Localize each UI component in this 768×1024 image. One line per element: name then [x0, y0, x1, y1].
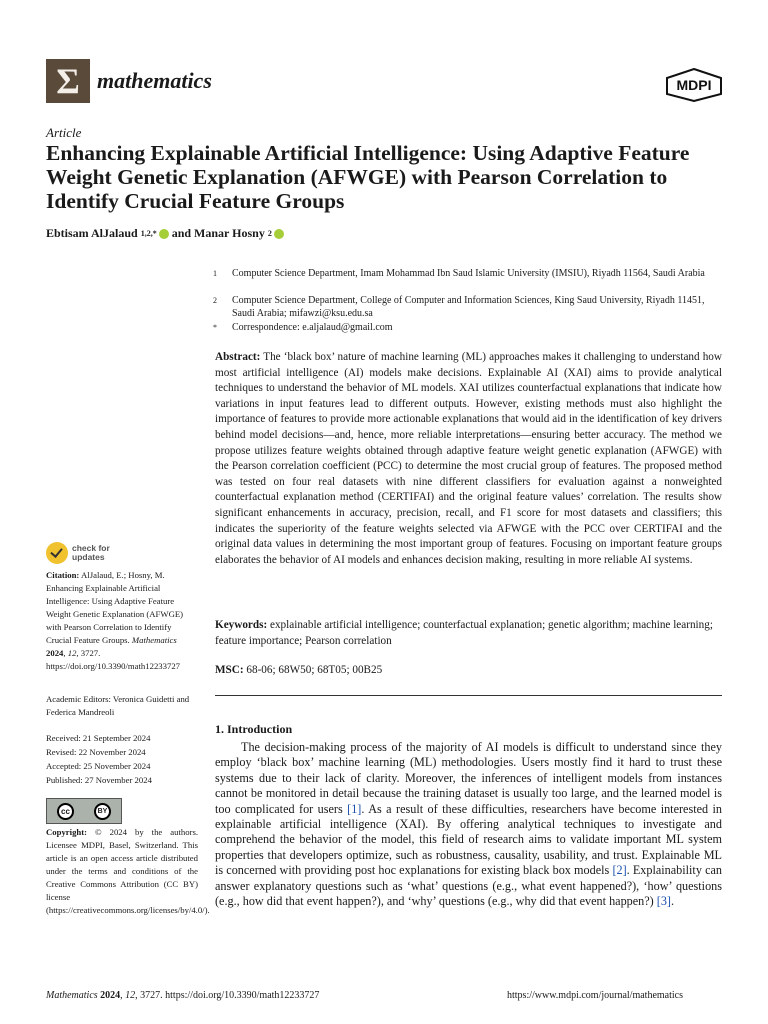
footer-year: 2024 [100, 990, 121, 1001]
publisher-name: MDPI [676, 77, 712, 93]
correspondence-text: Correspondence: e.aljalaud@gmail.com [232, 322, 393, 333]
section-heading: 1. Introduction [215, 722, 293, 736]
msc-label: MSC: [215, 664, 244, 676]
paper-title: Enhancing Explainable Artificial Intelligence: Using Adaptive Feature Weight Genetic Explanation (AFWGE) with Pearson Correlation to Identify Crucial Feature Groups [46, 141, 690, 213]
msc-codes [215, 664, 722, 676]
author-affiliation-sup: 1,2,* [140, 229, 157, 238]
article-type: Article [46, 125, 82, 140]
keywords-label: Keywords: [215, 619, 268, 631]
footer-journal: Mathematics [46, 990, 98, 1001]
footer-journal-url[interactable]: https://www.mdpi.com/journal/mathematics [507, 990, 683, 1001]
intro-paragraph [215, 740, 722, 909]
paragraph-text: . Explainability can answer explanatory questions such as ‘what’ questions (e.g., what event happened?), ‘how’ questions (e.g., how did that event happen?), and ‘why’ questions (e.g., why did that event happen?) [215, 863, 722, 909]
keywords [215, 618, 722, 649]
check-for-updates-button[interactable] [46, 542, 110, 564]
dates-block [46, 731, 198, 787]
orcid-icon[interactable] [159, 229, 169, 239]
correspondence [213, 321, 723, 334]
attribution-icon: BY [94, 803, 111, 820]
author-name[interactable]: and Manar Hosny [171, 226, 265, 240]
check-updates-icon [46, 542, 68, 564]
author-list [46, 226, 287, 241]
citation-block: Citation: AlJalaud, E.; Hosny, M. Enhancing Explainable Artificial Intelligence: Using Adaptive Feature Weight Genetic Explanation (AFWGE) with Pearson Correlation to Identify Crucial Feature Groups. Mathematics 2024, 12, 3727. https://doi.org/10.3390/math12233727 [46, 570, 184, 671]
keywords-text: explainable artificial intelligence; counterfactual explanation; genetic algorithm; machine learning; feature importance; Pearson correlation [215, 619, 713, 647]
footer-doi[interactable]: , 3727. https://doi.org/10.3390/math12233727 [135, 990, 320, 1001]
citation-journal: Mathematics [131, 635, 177, 645]
section-divider [215, 695, 722, 696]
paragraph-text: . As a result of these difficulties, researchers have become interested in explainable artificial intelligence (XAI). By offering analytical techniques to investigate and comprehend the behavior of the model, this field of research aims to validate important ML system properties that developers optimize, such as robustness, causality, usability, and trust. Explainable ML is concerned with providing post hoc explanations for existing black box models [215, 801, 723, 878]
affiliation-number: 1 [213, 269, 217, 278]
orcid-icon[interactable] [274, 229, 284, 239]
citation-link[interactable]: [1] [347, 801, 362, 816]
affiliation [213, 294, 723, 320]
cc-icon: cc [57, 803, 74, 820]
footer-citation: Mathematics 2024, 12, 3727. https://doi.org/10.3390/math12233727 [46, 990, 320, 1001]
citation-label: Citation: [46, 570, 80, 580]
author-name[interactable]: Ebtisam AlJalaud [46, 226, 138, 240]
copyright-label: Copyright: [46, 827, 88, 837]
copyright-block [46, 826, 210, 917]
citation-volume: 12 [67, 648, 77, 658]
affiliation-number: * [213, 323, 217, 332]
msc-text: 68-06; 68W50; 68T05; 00B25 [246, 664, 383, 676]
paragraph-text: The decision-making process of the majority of AI models is difficult to understand since they employ ‘black box’ machine learning (ML) methodologies. Users mostly find it hard to trust these systems due to their lack of clarity. Moreover, the inferences of intelligent models from instances cannot be monitored in detail because the training dataset is usually too large, and the learned model is too complicated for users [215, 740, 722, 816]
sigma-icon: Σ [56, 61, 80, 101]
accepted-date: Accepted: 25 November 2024 [46, 761, 151, 771]
journal-name: mathematics [97, 68, 212, 93]
mdpi-logo-icon [665, 68, 723, 102]
academic-editors: Academic Editors: Veronica Guidetti and Federica Mandreoli [46, 694, 190, 717]
received-date: Received: 21 September 2024 [46, 733, 151, 743]
check-updates-label: check for updates [72, 543, 110, 562]
citation-text: AlJalaud, E.; Hosny, M. Enhancing Explainable Artificial Intelligence: Using Adaptive Feature Weight Genetic Explanation (AFWGE) with Pearson Correlation to Identify Crucial Feature Groups. [46, 570, 184, 645]
citation-year: 2024 [46, 648, 64, 658]
citation-doi[interactable]: , 3727. https://doi.org/10.3390/math12233727 [46, 648, 181, 671]
abstract [215, 350, 722, 568]
copyright-text: © 2024 by the authors. Licensee MDPI, Basel, Switzerland. This article is an open access article distributed under the terms and conditions of the Creative Commons Attribution (CC BY) license (https://creativecommons.org/licenses/by/4.0/). [46, 827, 210, 915]
citation-link[interactable]: [2] [612, 863, 627, 878]
paragraph-text: . [671, 894, 675, 909]
affiliation-text: Computer Science Department, College of Computer and Information Sciences, King Saud University, Riyadh 11451, Saudi Arabia; mifawzi@ksu.edu.sa [232, 295, 705, 319]
cc-by-license-badge[interactable] [46, 798, 122, 824]
journal-logo [46, 59, 90, 103]
revised-date: Revised: 22 November 2024 [46, 747, 146, 757]
abstract-text: The ‘black box’ nature of machine learning (ML) approaches makes it challenging to understand how most artificial intelligence (AI) models make decisions. Explainable AI (XAI) aims to provide analytical techniques to understand the behavior of ML models. XAI utilizes counterfactual explanations that indicate how variations in input features lead to different outputs. However, existing methods must also highlight the importance of features to provide more actionable explanations that would aid in the identification of key drivers behind model decisions—and, hence, more reliable interpretations—ensuring better accuracy. The method we propose utilizes feature weights obtained through adaptive feature weight genetic explanation (AFWGE) with the Pearson correlation coefficient (PCC) to determine the most crucial group of features. The proposed method was tested on four real datasets with nine different classifiers for evaluation against a nonweighted counterfactual explanation method (CERTIFAI) and the original feature values’ correlation. The results show significant enhancements in accuracy, precision, recall, and F1 score for most datasets and classifiers; this indicates the superiority of the feature weights selected via AFWGE with the PCC over CERTIFAI and the original data values in determining the most important group of features. Focusing on important feature groups elaborates the behavior of AI models and enhances decision making, resulting in more reliable AI systems. [215, 351, 722, 566]
citation-link[interactable]: [3] [656, 894, 671, 909]
affiliation [213, 267, 723, 280]
abstract-label: Abstract: [215, 351, 261, 363]
affiliation-text: Computer Science Department, Imam Mohammad Ibn Saud Islamic University (IMSIU), Riyadh 11564, Saudi Arabia [232, 268, 705, 279]
author-affiliation-sup: 2 [267, 229, 272, 238]
affiliation-number: 2 [213, 296, 217, 305]
footer-volume: 12 [125, 990, 136, 1001]
published-date: Published: 27 November 2024 [46, 775, 152, 785]
